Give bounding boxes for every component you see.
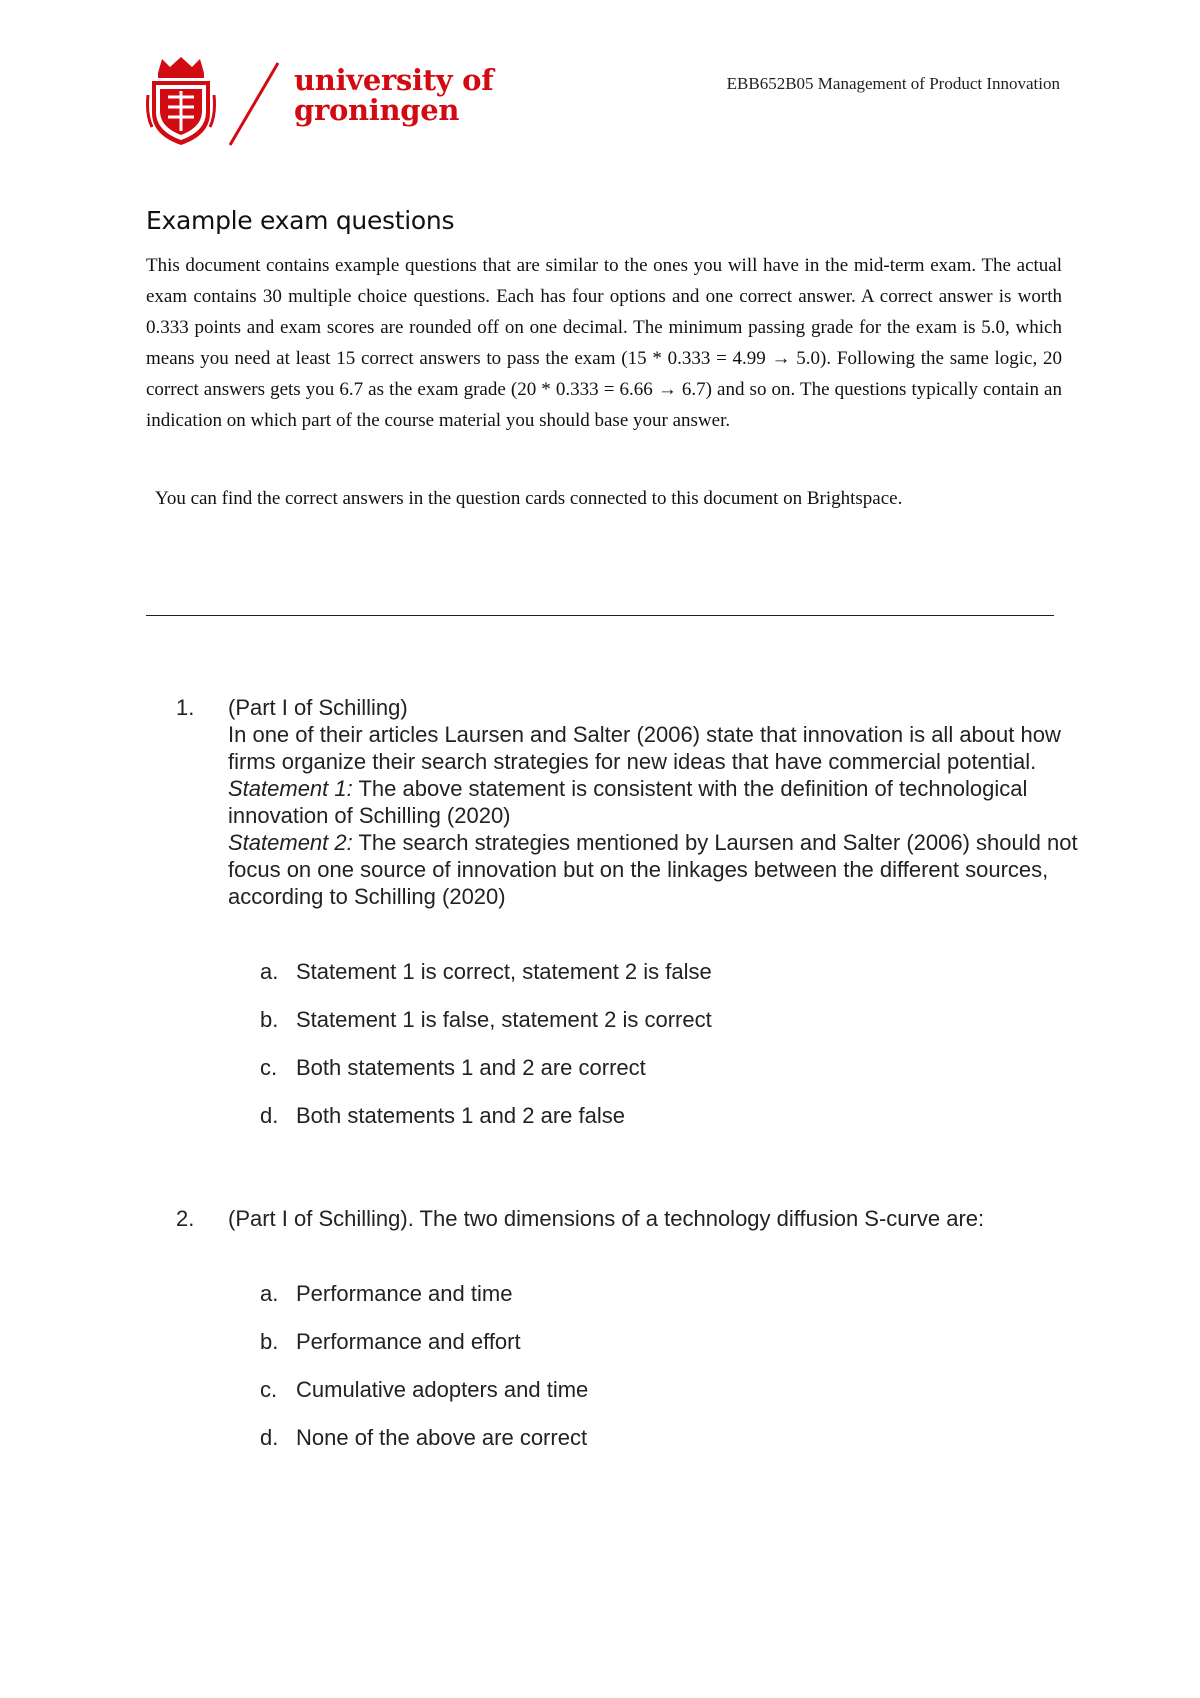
answer-option [260, 1424, 960, 1472]
answer-option [260, 1006, 960, 1054]
option-text: None of the above are correct [296, 1425, 588, 1450]
answer-option [260, 1102, 960, 1150]
option-letter: d. [260, 1425, 279, 1450]
option-letter: b. [260, 1329, 279, 1354]
statement-2-text: The search strategies mentioned by Laursen and Salter (2006) should not focus on one source of innovation but on the linkages between the different sources, according to Schilling (2020) [228, 830, 1078, 909]
answer-option [260, 958, 960, 1006]
answer-option [260, 1376, 960, 1424]
option-text: Cumulative adopters and time [296, 1377, 589, 1402]
option-letter: c. [260, 1055, 278, 1080]
statement-1-label: Statement 1: [228, 776, 353, 801]
university-logo [146, 55, 496, 150]
answer-option [260, 1280, 960, 1328]
option-letter: d. [260, 1103, 279, 1128]
answer-option [260, 1054, 960, 1102]
wordmark-line-2: groningen [294, 93, 460, 127]
question-number: 1. [176, 695, 195, 720]
option-text: Statement 1 is correct, statement 2 is false [296, 959, 712, 984]
statement-2-label: Statement 2: [228, 830, 353, 855]
option-letter: c. [260, 1377, 278, 1402]
question-stem: (Part I of Schilling). The two dimensions of a technology diffusion S-curve are: [228, 1206, 985, 1231]
question-body [228, 1205, 1048, 1232]
wordmark-line-1: university of [294, 63, 494, 97]
answer-options [260, 958, 960, 1150]
question-part: (Part I of Schilling) [228, 695, 408, 720]
option-text: Performance and time [296, 1281, 513, 1306]
option-text: Performance and effort [296, 1329, 521, 1354]
option-text: Both statements 1 and 2 are correct [296, 1055, 646, 1080]
option-letter: a. [260, 959, 279, 984]
university-crest-icon [146, 55, 216, 147]
question-stem: In one of their articles Laursen and Salter (2006) state that innovation is all about how firms organize their search strategies for new ideas that have commercial potential. [228, 722, 1061, 774]
statement-2 [228, 829, 1078, 910]
option-letter: b. [260, 1007, 279, 1032]
option-letter: a. [260, 1281, 279, 1306]
page-title: Example exam questions [146, 206, 455, 235]
divider-line [146, 615, 1054, 616]
course-code: EBB652B05 Management of Product Innovation [726, 74, 1060, 93]
statement-1-text: The above statement is consistent with the definition of technological innovation of Schilling (2020) [228, 776, 1028, 828]
answer-option [260, 1328, 960, 1376]
option-text: Statement 1 is false, statement 2 is correct [296, 1007, 712, 1032]
intro-paragraph: This document contains example questions that are similar to the ones you will have in the mid-term exam. The actual exam contains 30 multiple choice questions. Each has four options and one correct answer. A correct answer is worth 0.333 points and exam scores are rounded off on one decimal. The minimum passing grade for the exam is 5.0, which means you need at least 15 correct answers to pass the exam (15 * 0.333 = 4.99 → 5.0). Following the same logic, 20 correct answers gets you 6.7 as the exam grade (20 * 0.333 = 6.66 → 6.7) and so on. The questions typically contain an indication on which part of the course material you should base your answer. [146, 255, 1062, 431]
question-body [228, 694, 1078, 910]
logo-slash-icon [224, 57, 284, 149]
statement-1 [228, 775, 1078, 829]
answers-note: You can find the correct answers in the question cards connected to this document on Brightspace. [155, 488, 903, 509]
university-wordmark [294, 65, 493, 125]
answer-options [260, 1280, 960, 1472]
option-text: Both statements 1 and 2 are false [296, 1103, 625, 1128]
question-number: 2. [176, 1206, 195, 1231]
